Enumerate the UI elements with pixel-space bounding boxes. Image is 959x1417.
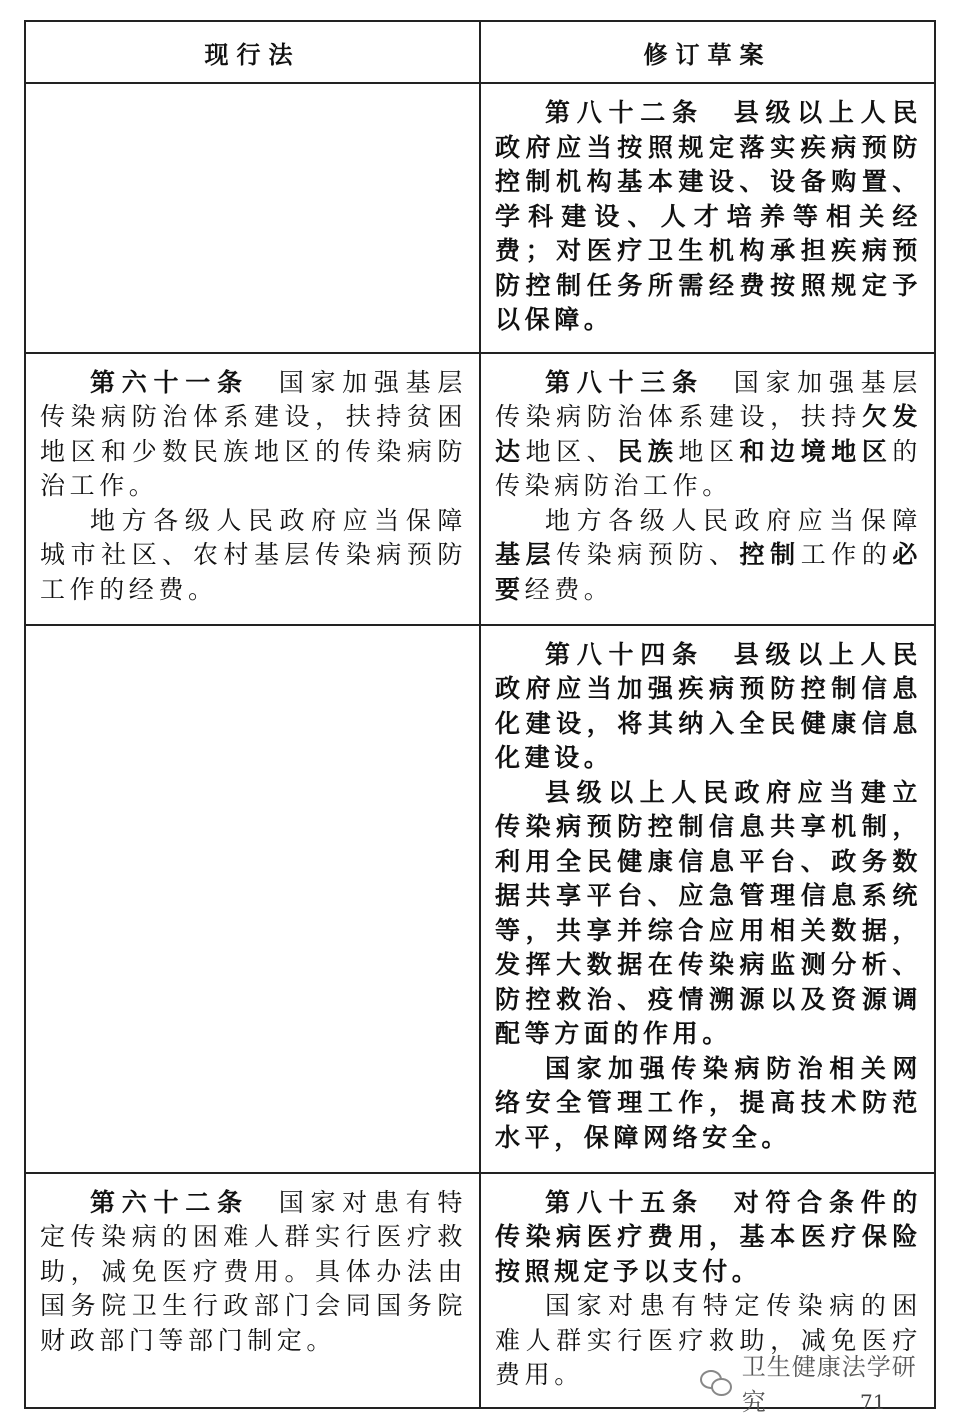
text-segment: 对符合条件的传染病医疗费用，基本医疗保险按照规定予以支付。 bbox=[495, 1187, 922, 1286]
text-segment: 的传染病防治工作。 bbox=[495, 436, 922, 500]
text-segment: 国家加强传染病防治相关网络安全管理工作，提高技术防范水平，保障网络安全。 bbox=[495, 1053, 922, 1152]
article-number: 第六十二条 bbox=[90, 1187, 249, 1217]
cell-current-law bbox=[25, 625, 480, 1173]
header-current-law: 现行法 bbox=[25, 21, 480, 83]
cell-revised-draft bbox=[480, 83, 935, 353]
text-segment: 传染病预防、 bbox=[556, 540, 740, 569]
paragraph bbox=[495, 504, 922, 608]
paragraph bbox=[495, 1186, 922, 1290]
comparison-table bbox=[24, 20, 936, 1409]
paragraph bbox=[495, 96, 922, 338]
cell-current-law bbox=[25, 353, 480, 625]
text-segment: 国家对患有特定传染病的困难人群实行医疗救助，减免医疗费用。具体办法由国务院卫生行政部门会同国务院财政部门等部门制定。 bbox=[40, 1187, 467, 1355]
article-number: 第八十三条 bbox=[545, 367, 704, 397]
text-segment: 控制 bbox=[739, 540, 801, 569]
table-header-row bbox=[25, 21, 935, 83]
paragraph bbox=[40, 1186, 467, 1359]
article-number: 第八十四条 bbox=[545, 639, 704, 669]
watermark bbox=[700, 1353, 940, 1416]
text-segment: 国家加强基层传染病防治体系建设，扶持贫困地区和少数民族地区的传染病防治工作。 bbox=[40, 367, 467, 500]
cell-current-law bbox=[25, 1173, 480, 1408]
cell-current-law bbox=[25, 83, 480, 353]
text-segment: 经费。 bbox=[524, 574, 614, 604]
article-number: 第六十一条 bbox=[90, 367, 249, 397]
text-segment: 地方各级人民政府应当保障 bbox=[545, 505, 922, 535]
text-segment: 欠发达 bbox=[495, 402, 922, 466]
table-row bbox=[25, 83, 935, 353]
paragraph bbox=[40, 366, 467, 504]
paragraph bbox=[495, 638, 922, 776]
wechat-icon bbox=[700, 1368, 732, 1396]
table-row bbox=[25, 353, 935, 625]
text-segment: 县级以上人民政府应当加强疾病预防控制信息化建设，将其纳入全民健康信息化建设。 bbox=[495, 639, 922, 772]
article-number: 第八十二条 bbox=[545, 98, 704, 127]
paragraph bbox=[495, 1052, 922, 1156]
text-segment: 国家加强基层传染病防治体系建设，扶持 bbox=[495, 367, 922, 431]
text-segment: 民族 bbox=[617, 436, 679, 466]
text-segment: 地区、 bbox=[525, 436, 618, 466]
article-number: 第八十五条 bbox=[545, 1187, 704, 1217]
paragraph bbox=[40, 504, 467, 608]
text-segment: 县级以上人民政府应当按照规定落实疾病预防控制机构基本建设、设备购置、学科建设、人才培养等相关经费；对医疗卫生机构承担疾病预防控制任务所需经费按照规定予以保障。 bbox=[495, 98, 922, 334]
account-name: 卫生健康法学研究 bbox=[741, 1353, 917, 1416]
text-segment: 地区 bbox=[678, 436, 740, 466]
text-segment: 基层 bbox=[495, 540, 557, 569]
text-segment: 必要 bbox=[495, 540, 922, 604]
cell-revised-draft bbox=[480, 353, 935, 625]
cell-revised-draft bbox=[480, 625, 935, 1173]
text-segment: 县级以上人民政府应当建立传染病预防控制信息共享机制，利用全民健康信息平台、政务数据共享平台、应急管理信息系统等，共享并综合应用相关数据，发挥大数据在传染病监测分析、防控救治、疫情溯源以及资源调配等方面的作用。 bbox=[495, 777, 922, 1048]
text-segment: 和边境地区 bbox=[739, 436, 893, 466]
paragraph bbox=[495, 366, 922, 504]
header-revised-draft: 修订草案 bbox=[480, 21, 935, 83]
page-number: 71 bbox=[860, 1390, 886, 1414]
text-segment: 国家对患有特定传染病的困难人群实行医疗救助，减免医疗费用。 bbox=[495, 1291, 922, 1389]
text-segment: 地方各级人民政府应当保障城市社区、农村基层传染病预防工作的经费。 bbox=[40, 505, 467, 604]
paragraph bbox=[495, 776, 922, 1052]
comparison-table-container bbox=[24, 20, 934, 1409]
table-row bbox=[25, 625, 935, 1173]
text-segment: 工作的 bbox=[800, 540, 893, 569]
